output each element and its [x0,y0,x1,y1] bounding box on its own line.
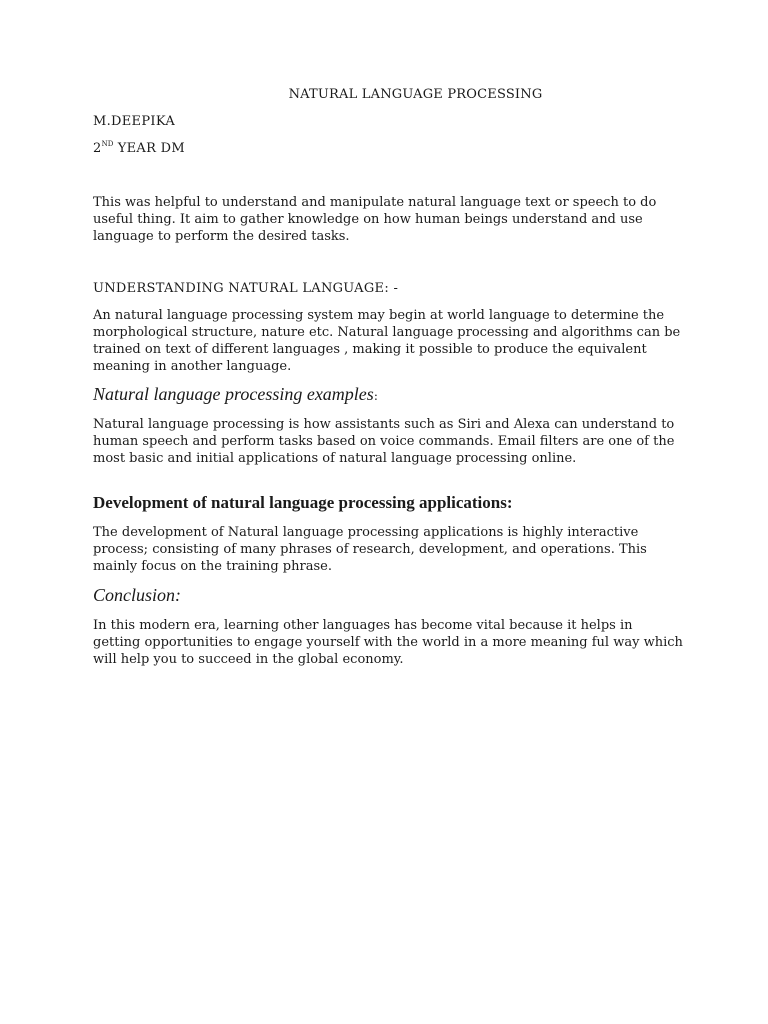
year-rest: YEAR DM [113,141,185,156]
development-paragraph: The development of Natural language processing applications is highly interactive process; consisting of many phrases of research, development, and operations. This mainly focus on the training phrase. [93,525,647,574]
year-superscript: ND [101,140,114,148]
intro-paragraph: This was helpful to understand and manipulate natural language text or speech to do useful thing. It aim to gather knowledge on how human beings understand and use language to perform the desired tasks. [93,195,657,244]
document-title: NATURAL LANGUAGE PROCESSING [288,87,543,102]
examples-heading-text: Natural language processing examples [93,384,374,404]
conclusion-heading: Conclusion: [93,585,181,605]
examples-paragraph: Natural language processing is how assistants such as Siri and Alexa can understand to human speech and perform tasks based on voice commands. Email filters are one of the most basic and initial applications of natural language processing online. [93,417,675,466]
year-number: 2 [93,141,102,156]
year-line [93,141,185,156]
understanding-paragraph: An natural language processing system may begin at world language to determine the morphological structure, nature etc. Natural language processing and algorithms can be trained on text of different languages , making it possible to produce the equivalent meaning in another language. [93,308,681,374]
conclusion-paragraph: In this modern era, learning other languages has become vital because it helps in getting opportunities to engage yourself with the world in a more meaning ful way which will help you to succeed in the global economy. [93,618,683,667]
author-name: M.DEEPIKA [93,114,176,129]
examples-heading [93,384,378,405]
examples-heading-colon: : [373,389,378,403]
understanding-heading: UNDERSTANDING NATURAL LANGUAGE: - [93,281,399,296]
development-heading: Development of natural language processing applications: [93,493,513,512]
